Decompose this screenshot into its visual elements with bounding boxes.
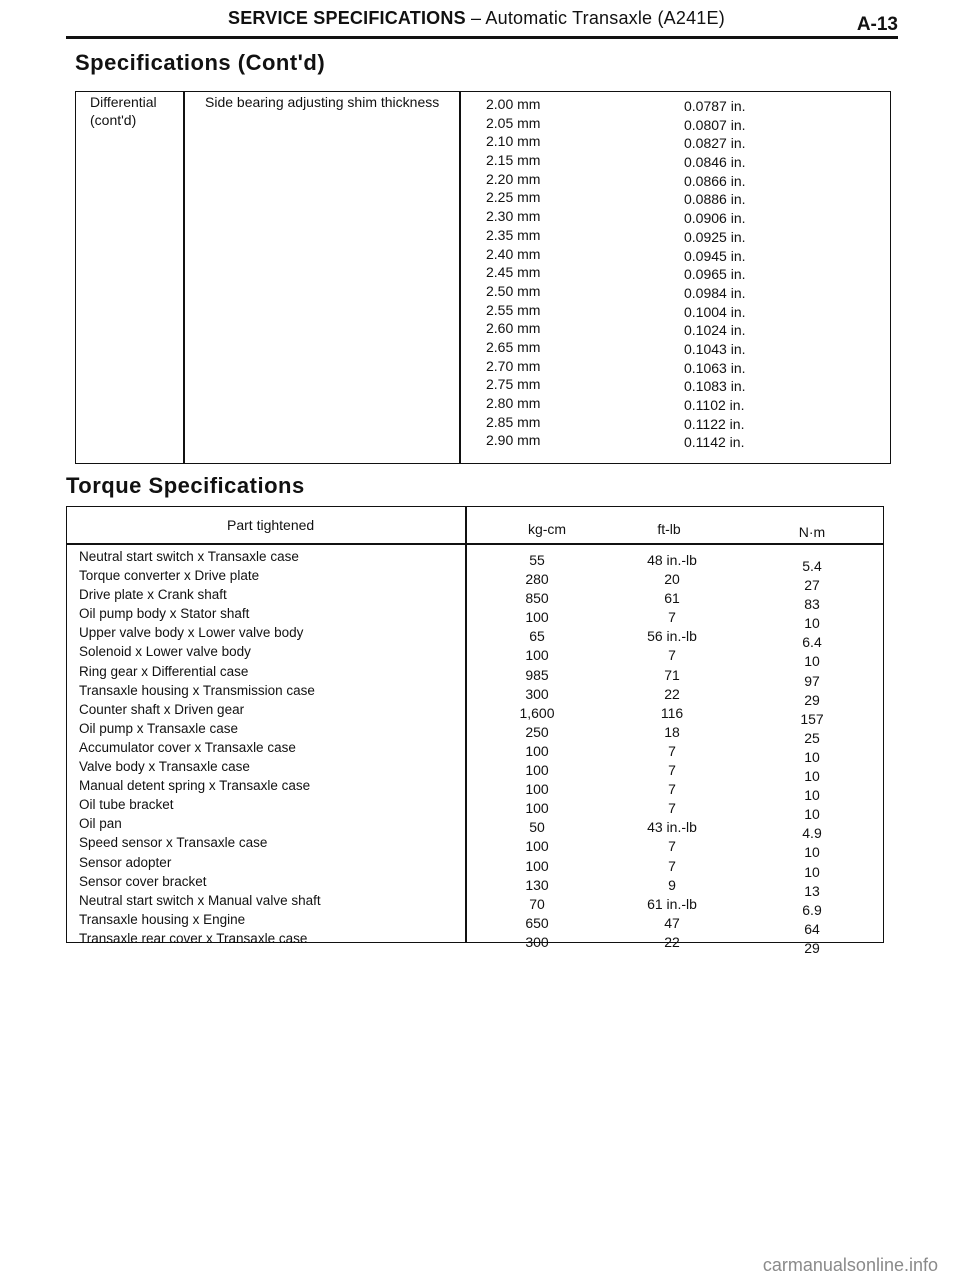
torque-nm: 10 — [804, 863, 820, 880]
part-name: Neutral start switch x Manual valve shaft — [79, 892, 321, 908]
shim-value-in: 0.1102 in. — [684, 397, 745, 413]
torque-kgcm: 300 — [525, 685, 549, 702]
torque-nm: 64 — [804, 920, 820, 937]
shim-value-in: 0.0886 in. — [684, 191, 746, 208]
torque-kgcm: 100 — [525, 800, 549, 817]
torque-kgcm: 100 — [525, 838, 549, 855]
shim-value-mm: 2.80 mm — [486, 395, 541, 411]
torque-nm: 25 — [804, 729, 820, 746]
spec-values-mm — [486, 95, 540, 450]
shim-value-mm: 2.85 mm — [486, 413, 541, 430]
kgcm-column — [477, 551, 597, 952]
table-divider — [459, 92, 461, 463]
column-header-kgcm: kg-cm — [527, 521, 567, 537]
torque-ftlb: 7 — [668, 609, 676, 626]
torque-ftlb: 71 — [664, 666, 680, 683]
torque-nm: 157 — [800, 710, 824, 727]
shim-value-in: 0.0827 in. — [684, 135, 746, 152]
ftlb-column — [607, 551, 737, 952]
torque-kgcm: 70 — [529, 895, 545, 912]
shim-value-mm: 2.35 mm — [486, 226, 541, 243]
shim-value-mm: 2.15 mm — [486, 152, 541, 169]
header-title — [228, 8, 725, 29]
torque-ftlb: 9 — [668, 876, 676, 893]
nm-column — [757, 557, 867, 958]
shim-value-in: 0.1024 in. — [684, 322, 746, 339]
torque-ftlb: 43 in.-lb — [647, 819, 697, 836]
torque-kgcm: 100 — [525, 857, 549, 874]
shim-value-mm: 2.40 mm — [486, 245, 541, 262]
header-rule — [66, 36, 898, 39]
part-name: Sensor adopter — [79, 854, 172, 870]
shim-value-in: 0.0866 in. — [684, 172, 746, 189]
spec-item: Side bearing adjusting shim thickness — [205, 94, 440, 110]
torque-kgcm: 55 — [529, 552, 545, 568]
torque-nm: 83 — [804, 596, 820, 613]
torque-nm: 10 — [804, 806, 820, 823]
torque-kgcm: 100 — [525, 781, 549, 798]
shim-value-in: 0.1122 in. — [684, 415, 745, 432]
torque-ftlb: 22 — [664, 933, 680, 950]
torque-kgcm: 985 — [525, 666, 549, 683]
torque-kgcm: 100 — [525, 609, 549, 626]
column-header-ftlb: ft-lb — [657, 521, 681, 537]
part-name: Sensor cover bracket — [79, 873, 207, 889]
torque-kgcm: 650 — [525, 914, 549, 931]
header-title-rest: – Automatic Transaxle (A241E) — [465, 8, 725, 28]
torque-ftlb: 47 — [664, 914, 680, 931]
shim-value-in: 0.0925 in. — [684, 228, 746, 245]
torque-nm: 5.4 — [802, 558, 822, 574]
part-name: Transaxle housing x Engine — [79, 911, 246, 927]
shim-value-in: 0.0807 in. — [684, 116, 746, 133]
part-name: Neutral start switch x Transaxle case — [79, 549, 299, 564]
part-name: Drive plate x Crank shaft — [79, 587, 227, 603]
torque-ftlb: 18 — [664, 723, 680, 740]
torque-nm: 13 — [804, 882, 820, 899]
part-name: Oil pump x Transaxle case — [79, 720, 239, 736]
torque-kgcm: 65 — [529, 628, 545, 645]
shim-value-in: 0.0787 in. — [684, 98, 746, 114]
part-name: Oil tube bracket — [79, 797, 174, 813]
shim-value-mm: 2.90 mm — [486, 432, 541, 449]
shim-value-mm: 2.55 mm — [486, 301, 541, 318]
torque-kgcm: 100 — [525, 647, 549, 664]
shim-value-mm: 2.30 mm — [486, 208, 541, 225]
torque-nm: 29 — [804, 691, 820, 708]
torque-kgcm: 1,600 — [519, 704, 555, 721]
torque-nm: 10 — [804, 768, 820, 785]
page-number: A-13 — [856, 14, 898, 35]
part-name: Oil pan — [79, 816, 122, 832]
torque-nm: 10 — [804, 787, 820, 804]
column-header-part: Part tightened — [227, 517, 315, 533]
torque-nm: 27 — [804, 577, 820, 594]
part-name: Solenoid x Lower valve body — [79, 644, 251, 660]
torque-ftlb: 61 in.-lb — [647, 895, 697, 912]
torque-ftlb: 116 — [660, 704, 684, 721]
shim-value-mm: 2.45 mm — [486, 264, 541, 281]
shim-value-mm: 2.65 mm — [486, 338, 541, 355]
shim-value-mm: 2.20 mm — [486, 170, 541, 187]
part-name: Transaxle rear cover x Transaxle case — [79, 930, 308, 946]
torque-ftlb: 22 — [664, 685, 680, 702]
torque-kgcm: 300 — [525, 933, 549, 950]
part-name: Counter shaft x Driven gear — [79, 701, 245, 717]
part-name: Ring gear x Differential case — [79, 663, 249, 679]
torque-kgcm: 100 — [525, 742, 549, 759]
torque-nm: 97 — [804, 672, 820, 689]
watermark: carmanualsonline.info — [762, 1255, 938, 1275]
shim-value-mm: 2.50 mm — [486, 282, 541, 299]
part-name: Upper valve body x Lower valve body — [79, 625, 304, 641]
part-name: Oil pump body x Stator shaft — [79, 606, 250, 622]
torque-heading: Torque Specifications — [66, 473, 305, 498]
torque-ftlb: 61 — [664, 590, 680, 607]
torque-kgcm: 100 — [525, 762, 549, 779]
part-name: Torque converter x Drive plate — [79, 568, 260, 584]
torque-ftlb: 7 — [668, 800, 676, 817]
shim-value-in: 0.1043 in. — [684, 340, 746, 357]
header-divider — [67, 543, 883, 545]
shim-value-mm: 2.70 mm — [486, 357, 541, 374]
specifications-heading: Specifications (Cont'd) — [75, 50, 326, 75]
torque-nm: 10 — [804, 844, 820, 861]
spec-values-in — [684, 97, 746, 452]
torque-nm: 10 — [804, 653, 820, 670]
torque-kgcm: 250 — [525, 723, 549, 740]
torque-ftlb: 56 in.-lb — [647, 628, 697, 645]
shim-value-in: 0.1004 in. — [684, 303, 746, 320]
torque-ftlb: 48 in.-lb — [647, 552, 697, 568]
torque-ftlb: 7 — [668, 742, 676, 759]
spec-category: Differential (cont'd) — [90, 94, 157, 128]
torque-ftlb: 7 — [668, 781, 676, 798]
part-name: Valve body x Transaxle case — [79, 759, 250, 775]
shim-value-mm: 2.60 mm — [486, 320, 541, 337]
shim-value-mm: 2.00 mm — [486, 96, 541, 112]
shim-value-in: 0.0906 in. — [684, 210, 746, 227]
torque-nm: 10 — [804, 748, 820, 765]
torque-nm: 4.9 — [802, 825, 822, 842]
column-header-nm: N·m — [798, 524, 826, 540]
torque-ftlb: 7 — [668, 762, 676, 779]
torque-nm: 10 — [804, 615, 820, 632]
header-title-bold: SERVICE SPECIFICATIONS — [228, 8, 466, 28]
part-name: Accumulator cover x Transaxle case — [79, 739, 296, 755]
torque-kgcm: 850 — [525, 590, 549, 607]
part-name: Transaxle housing x Transmission case — [79, 682, 315, 698]
torque-kgcm: 280 — [525, 571, 549, 588]
torque-kgcm: 130 — [525, 876, 549, 893]
torque-ftlb: 7 — [668, 857, 676, 874]
torque-nm: 29 — [804, 939, 820, 956]
part-name: Speed sensor x Transaxle case — [79, 835, 268, 851]
part-name: Manual detent spring x Transaxle case — [79, 778, 311, 794]
shim-value-in: 0.0945 in. — [684, 247, 746, 264]
torque-nm: 6.9 — [802, 901, 822, 918]
table-divider — [183, 92, 185, 463]
shim-value-in: 0.0846 in. — [684, 154, 746, 171]
shim-value-in: 0.1063 in. — [684, 359, 746, 376]
torque-ftlb: 7 — [668, 647, 676, 664]
torque-table — [66, 506, 884, 956]
torque-ftlb: 20 — [664, 571, 680, 588]
parts-column — [79, 547, 321, 948]
torque-kgcm: 50 — [529, 819, 545, 836]
torque-nm: 6.4 — [802, 634, 822, 651]
shim-value-in: 0.0965 in. — [684, 266, 746, 283]
shim-value-in: 0.1083 in. — [684, 378, 746, 395]
torque-ftlb: 7 — [668, 838, 676, 855]
shim-value-in: 0.0984 in. — [684, 284, 746, 301]
specifications-table — [75, 91, 891, 464]
shim-value-mm: 2.25 mm — [486, 189, 541, 206]
shim-value-mm: 2.10 mm — [486, 133, 541, 150]
table-divider — [465, 507, 467, 942]
shim-value-in: 0.1142 in. — [684, 434, 745, 451]
shim-value-mm: 2.05 mm — [486, 114, 541, 131]
shim-value-mm: 2.75 mm — [486, 376, 541, 393]
